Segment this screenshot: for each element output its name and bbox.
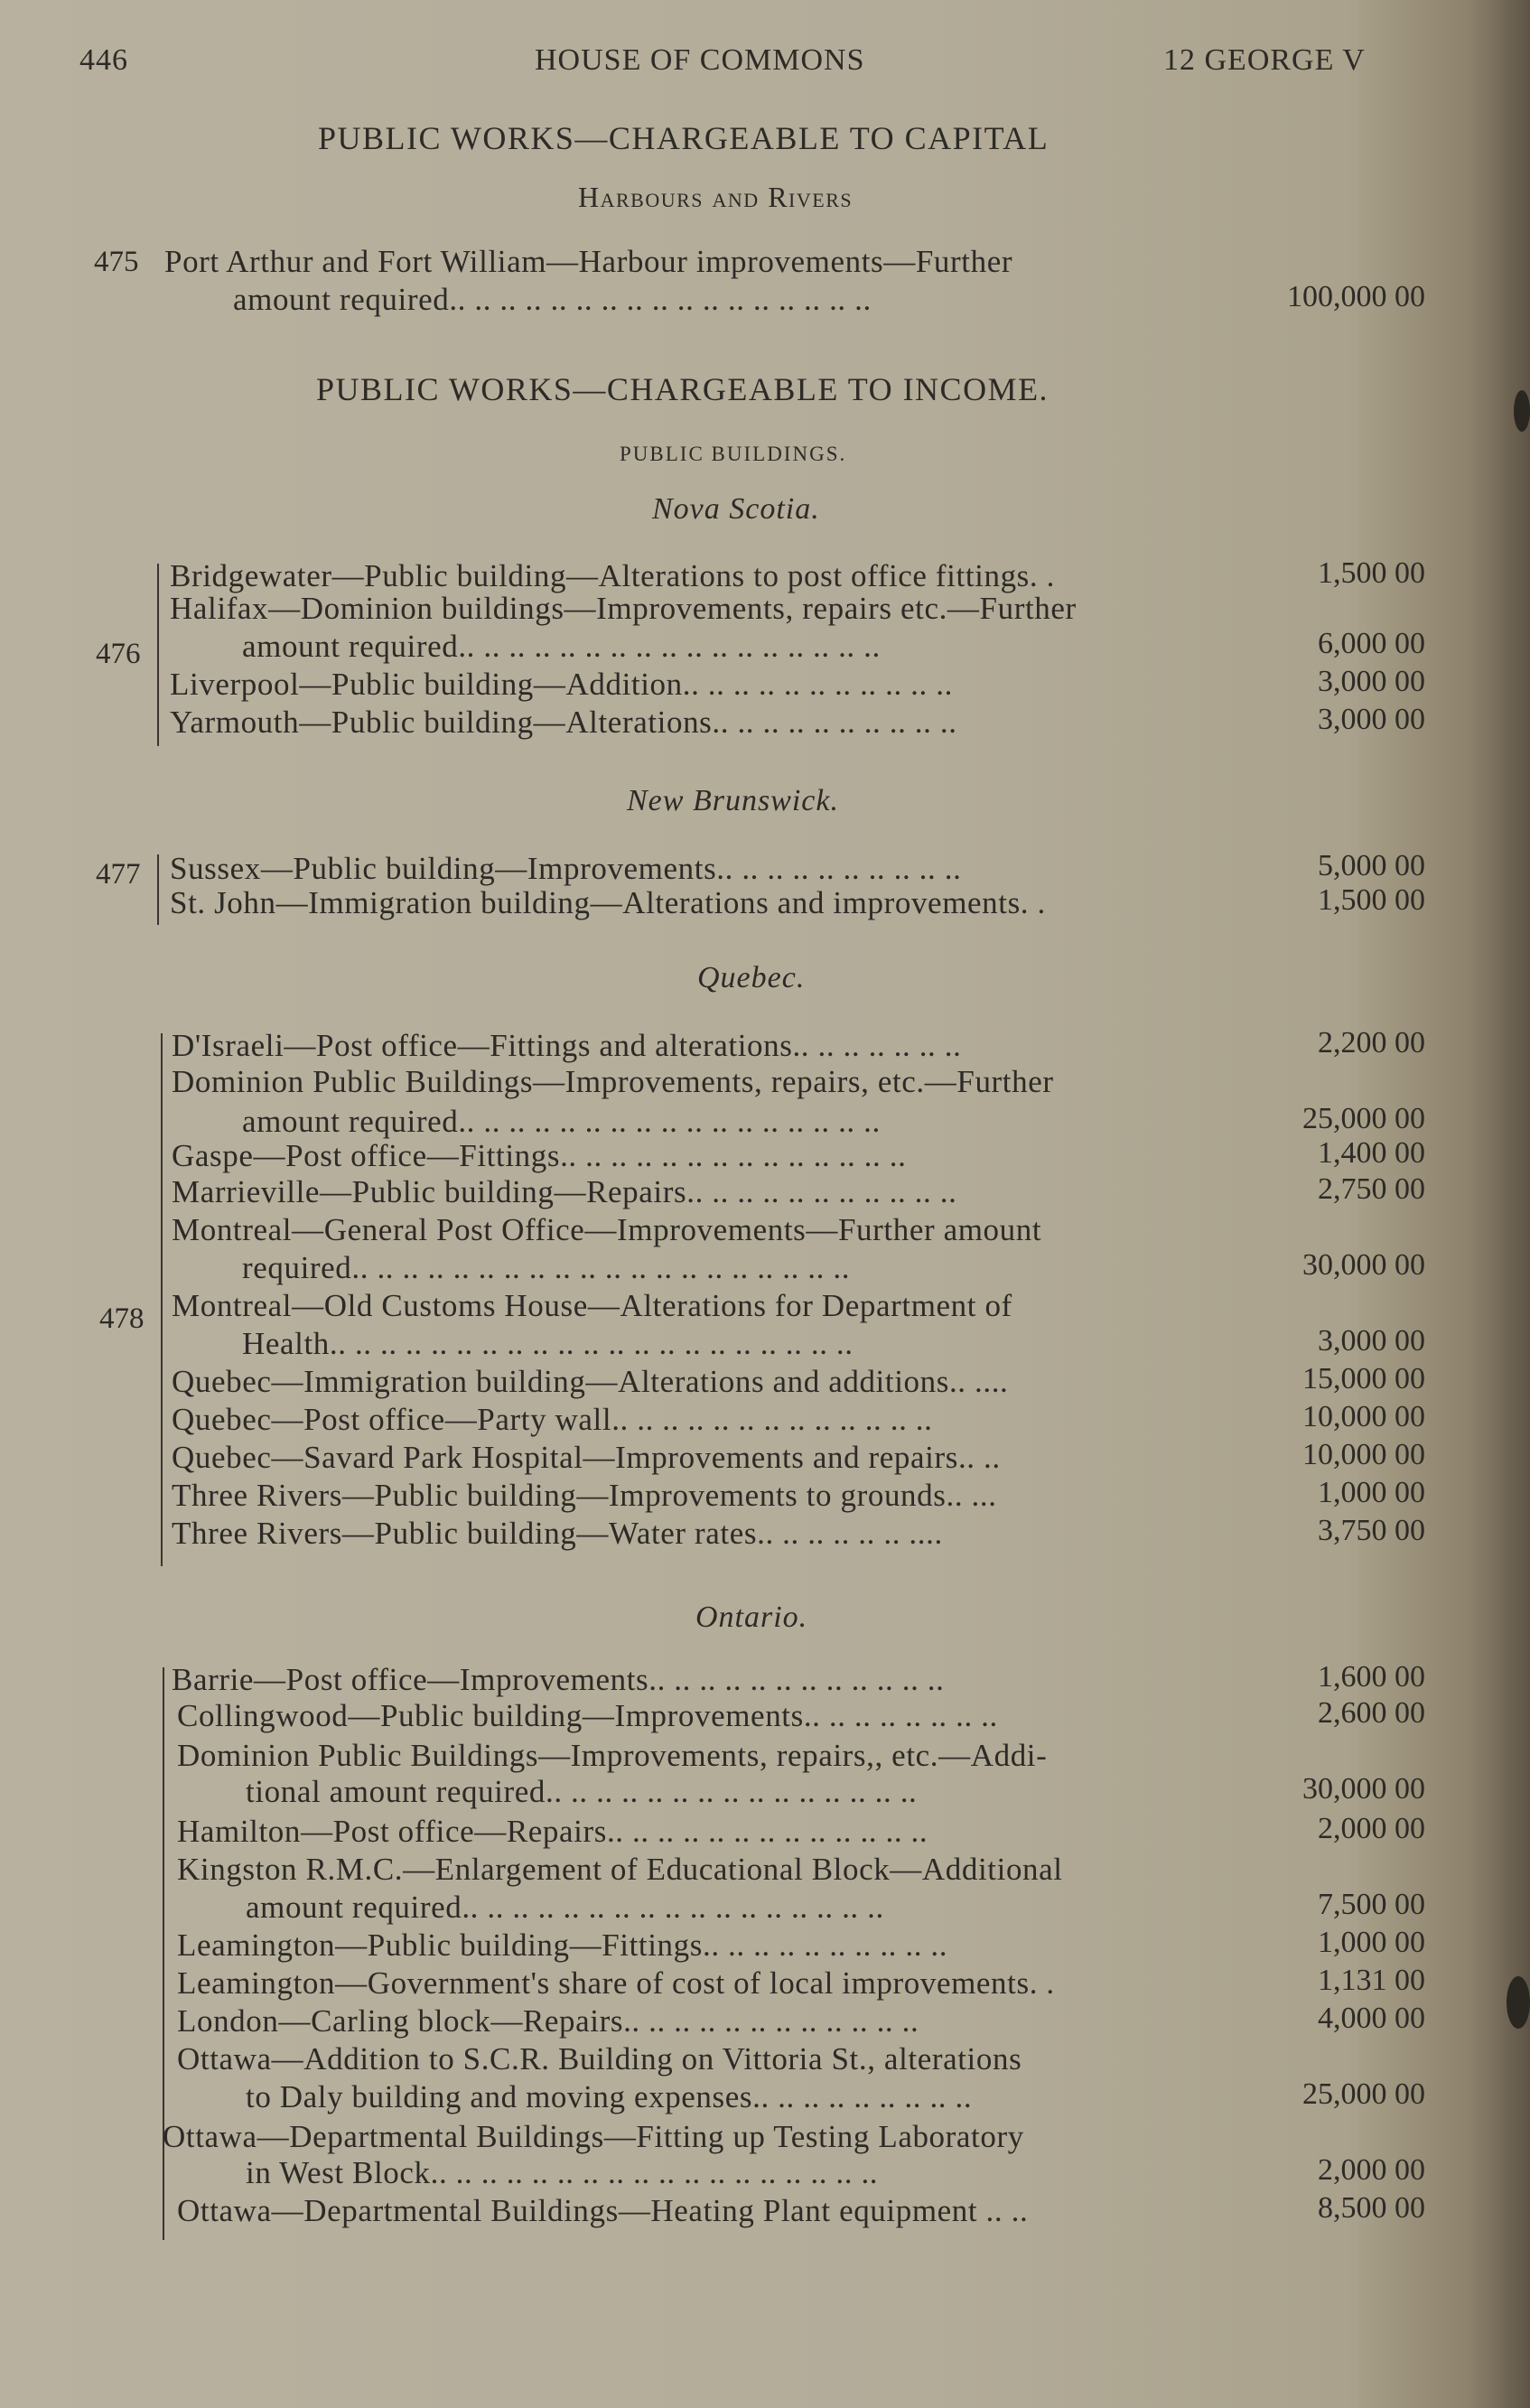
brace-476: [157, 564, 168, 746]
ontario-line: Ottawa—Departmental Buildings—Fitting up Testing Laboratory: [163, 2119, 1024, 2154]
quebec-amount: 1,400 00: [1318, 1136, 1425, 1170]
item-475-line-1: Port Arthur and Fort William—Harbour improvements—Further: [164, 244, 1013, 279]
ontario-line: Kingston R.M.C.—Enlargement of Educational Block—Additional: [177, 1852, 1063, 1887]
quebec-line: Quebec—Post office—Party wall.. .. .. .. .. .. .. .. .. .. .. .. ..: [172, 1402, 933, 1437]
quebec-line: Montreal—Old Customs House—Alterations for Department of: [172, 1288, 1012, 1323]
quebec-amount: 3,000 00: [1318, 1324, 1425, 1358]
ontario-line: Leamington—Government's share of cost of local improvements. .: [177, 1965, 1055, 2001]
quebec-amount: 3,750 00: [1318, 1514, 1425, 1547]
nova-scotia-line: Bridgewater—Public building—Alterations to post office fittings. .: [170, 558, 1055, 593]
province-heading-quebec: Quebec.: [697, 961, 806, 994]
ontario-amount: 2,600 00: [1318, 1696, 1425, 1730]
quebec-line: Three Rivers—Public building—Water rates.. .. .. .. .. .. ....: [172, 1516, 943, 1551]
quebec-amount: 10,000 00: [1302, 1400, 1425, 1433]
item-475-line-2: amount required.. .. .. .. .. .. .. .. .. .. .. .. .. .. .. .. ..: [233, 282, 872, 317]
nova-scotia-line: Yarmouth—Public building—Alterations.. .. .. .. .. .. .. .. .. ..: [170, 705, 957, 740]
ontario-amount: 1,000 00: [1318, 1926, 1425, 1959]
brace-478: [161, 1033, 172, 1566]
item-number-476: 476: [96, 638, 141, 670]
quebec-line: Marrieville—Public building—Repairs.. .. .. .. .. .. .. .. .. .. ..: [172, 1174, 957, 1209]
ontario-amount: 2,000 00: [1318, 1812, 1425, 1845]
session-label: 12 GEORGE V: [1163, 43, 1366, 77]
ontario-line: Dominion Public Buildings—Improvements, repairs,, etc.—Addi-: [177, 1738, 1048, 1773]
item-number-477: 477: [96, 858, 141, 891]
ontario-line: amount required.. .. .. .. .. .. .. .. .. .. .. .. .. .. .. .. ..: [246, 1890, 884, 1925]
ontario-line: to Daly building and moving expenses.. .. .. .. .. .. .. .. ..: [246, 2079, 973, 2114]
page-number: 446: [79, 43, 128, 77]
quebec-line: Gaspe—Post office—Fittings.. .. .. .. .. .. .. .. .. .. .. .. .. ..: [172, 1138, 907, 1173]
quebec-line: Health.. .. .. .. .. .. .. .. .. .. .. .. .. .. .. .. .. .. .. .. ..: [242, 1326, 854, 1361]
nova-scotia-line: amount required.. .. .. .. .. .. .. .. .. .. .. .. .. .. .. .. ..: [242, 629, 881, 664]
nova-scotia-line: Liverpool—Public building—Addition.. .. .. .. .. .. .. .. .. .. ..: [170, 667, 953, 702]
new-brunswick-amount: 5,000 00: [1318, 849, 1425, 882]
quebec-line: D'Israeli—Post office—Fittings and alterations.. .. .. .. .. .. ..: [172, 1028, 962, 1063]
ontario-amount: 2,000 00: [1318, 2153, 1425, 2187]
ontario-amount: 1,600 00: [1318, 1660, 1425, 1694]
quebec-amount: 25,000 00: [1302, 1102, 1425, 1135]
ontario-amount: 1,131 00: [1318, 1964, 1425, 1997]
quebec-amount: 1,000 00: [1318, 1476, 1425, 1509]
ontario-line: Leamington—Public building—Fittings.. .. .. .. .. .. .. .. .. ..: [177, 1927, 948, 1963]
new-brunswick-amount: 1,500 00: [1318, 883, 1425, 917]
ontario-line: in West Block.. .. .. .. .. .. .. .. .. .. .. .. .. .. .. .. .. ..: [246, 2155, 879, 2190]
ontario-amount: 8,500 00: [1318, 2191, 1425, 2225]
ontario-line: Barrie—Post office—Improvements.. .. .. .. .. .. .. .. .. .. .. ..: [172, 1662, 945, 1697]
quebec-line: Quebec—Savard Park Hospital—Improvements and repairs.. ..: [172, 1440, 1001, 1475]
new-brunswick-line: St. John—Immigration building—Alterations and improvements. .: [170, 885, 1046, 920]
item-475-amount: 100,000 00: [1287, 280, 1425, 313]
capital-subtitle: Harbours and Rivers: [578, 181, 854, 213]
ontario-line: tional amount required.. .. .. .. .. .. .. .. .. .. .. .. .. .. ..: [246, 1774, 918, 1809]
quebec-line: Dominion Public Buildings—Improvements, repairs, etc.—Further: [172, 1064, 1054, 1099]
capital-section-title: PUBLIC WORKS—CHARGEABLE TO CAPITAL: [318, 120, 1050, 156]
ontario-amount: 30,000 00: [1302, 1772, 1425, 1806]
quebec-amount: 10,000 00: [1302, 1438, 1425, 1471]
quebec-line: Quebec—Immigration building—Alterations and additions.. ....: [172, 1364, 1009, 1399]
ontario-line: London—Carling block—Repairs.. .. .. .. .. .. .. .. .. .. .. ..: [177, 2003, 919, 2039]
income-subtitle: PUBLIC BUILDINGS.: [620, 443, 847, 465]
item-number-475: 475: [94, 246, 139, 278]
binding-hole-mark: [1507, 1976, 1530, 2029]
brace-477: [157, 854, 168, 925]
quebec-amount: 2,200 00: [1318, 1026, 1425, 1059]
nova-scotia-line: Halifax—Dominion buildings—Improvements, repairs etc.—Further: [170, 591, 1077, 626]
quebec-amount: 30,000 00: [1302, 1248, 1425, 1282]
ontario-line: Ottawa—Addition to S.C.R. Building on Vittoria St., alterations: [177, 2041, 1022, 2077]
province-heading-new-brunswick: New Brunswick.: [627, 784, 839, 817]
quebec-line: amount required.. .. .. .. .. .. .. .. .. .. .. .. .. .. .. .. ..: [242, 1104, 881, 1139]
running-title: HOUSE OF COMMONS: [535, 43, 865, 77]
ontario-amount: 4,000 00: [1318, 2002, 1425, 2035]
ontario-amount: 7,500 00: [1318, 1888, 1425, 1921]
new-brunswick-line: Sussex—Public building—Improvements.. .. .. .. .. .. .. .. .. ..: [170, 851, 962, 886]
binding-hole-mark: [1514, 390, 1530, 432]
quebec-line: Three Rivers—Public building—Improvements to grounds.. ...: [172, 1478, 997, 1513]
nova-scotia-amount: 3,000 00: [1318, 703, 1425, 736]
nova-scotia-amount: 6,000 00: [1318, 627, 1425, 660]
quebec-line: required.. .. .. .. .. .. .. .. .. .. .. .. .. .. .. .. .. .. .. ..: [242, 1250, 851, 1285]
income-section-title: PUBLIC WORKS—CHARGEABLE TO INCOME.: [316, 371, 1050, 407]
ontario-amount: 25,000 00: [1302, 2077, 1425, 2111]
ontario-line: Hamilton—Post office—Repairs.. .. .. .. .. .. .. .. .. .. .. .. ..: [177, 1814, 928, 1849]
nova-scotia-amount: 3,000 00: [1318, 665, 1425, 698]
province-heading-nova-scotia: Nova Scotia.: [652, 492, 820, 526]
nova-scotia-amount: 1,500 00: [1318, 556, 1425, 590]
quebec-amount: 2,750 00: [1318, 1172, 1425, 1206]
item-number-478: 478: [99, 1302, 145, 1335]
quebec-line: Montreal—General Post Office—Improvements—Further amount: [172, 1212, 1042, 1247]
ontario-line: Collingwood—Public building—Improvements.. .. .. .. .. .. .. ..: [177, 1698, 998, 1733]
ontario-line: Ottawa—Departmental Buildings—Heating Plant equipment .. ..: [177, 2193, 1029, 2228]
province-heading-ontario: Ontario.: [695, 1601, 808, 1634]
quebec-amount: 15,000 00: [1302, 1362, 1425, 1395]
